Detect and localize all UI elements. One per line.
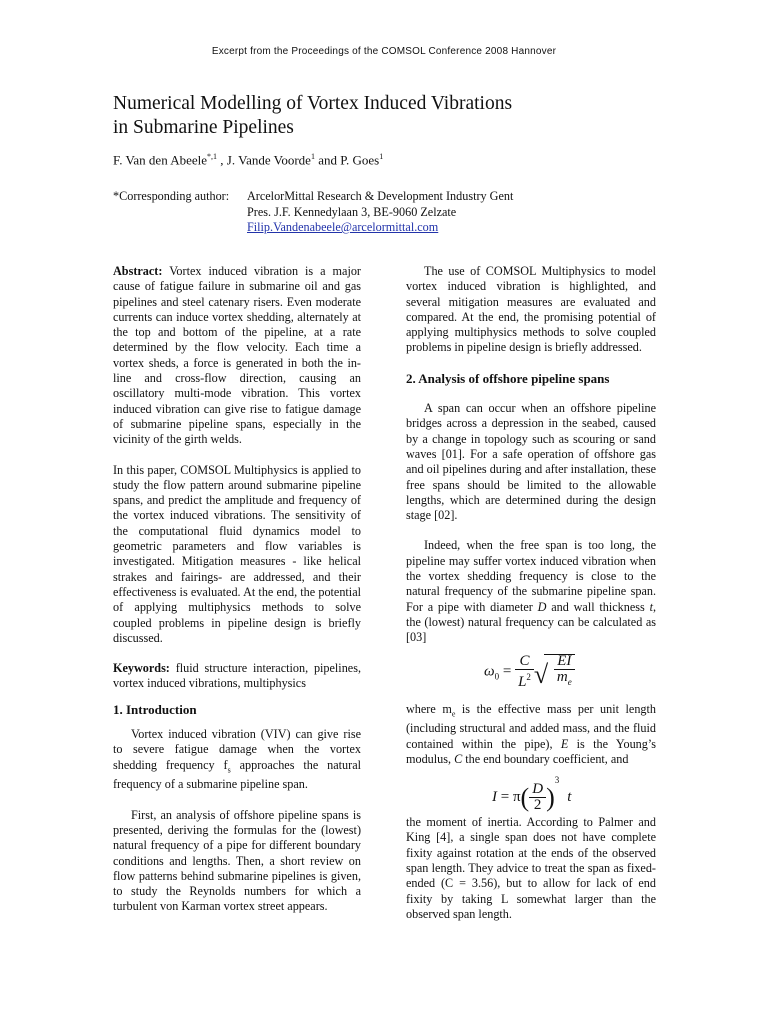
intro-p1-text-b: approaches the natural frequency of a submarine pipeline span.: [113, 757, 361, 792]
right-column: [406, 264, 656, 922]
author-3-affiliation: 1: [379, 152, 384, 161]
author-1-affiliation: *,1: [207, 152, 218, 161]
eq1-den-l: L: [518, 673, 527, 690]
p3-text-c: , the (lowest) natural frequency can be calculated as [03]: [406, 599, 656, 645]
eq1-fraction: [515, 654, 534, 691]
eq1-numerator: C: [515, 654, 534, 670]
intro-paragraph-1: [113, 727, 361, 793]
eq2-fraction: [529, 782, 546, 814]
analysis-paragraph-2: [406, 538, 656, 645]
eq1-denominator: [515, 670, 534, 690]
p3-text-b: and wall thickness: [546, 599, 650, 614]
section-heading-introduction: 1. Introduction: [113, 701, 197, 717]
p4-text-c: is the Young’s modulus,: [406, 736, 656, 766]
analysis-paragraph-3: [406, 702, 656, 768]
p3-symbol-d: D: [537, 599, 547, 614]
analysis-paragraph-4: the moment of inertia. According to Palmer and King [4], a single span does not have complete fixity against rotation at the ends of the observed span length. They advice to treat the span as fixed-ended (C = 3.56), but to allow for lack of end fixity by taking L somewhat larger than the observed span length.: [406, 815, 656, 921]
p3-symbol-t: t: [649, 599, 653, 614]
author-list: [113, 152, 383, 168]
eq2-numerator: D: [529, 782, 546, 798]
abstract-paragraph-2: In this paper, COMSOL Multiphysics is applied to study the flow pattern around submarine pipeline spans, and predict the amplitude and frequency of the vortex induced vibrations. The sensitivity of the computational fluid dynamics model to geometric parameters and flow variables is investigated. Mitigation measures - like helical strakes and fairings- are addressed, and their effectiveness is evaluated. At the end, the potential of applying multiphysics methods to solve coupled problems in pipeline design is briefly discussed.: [113, 462, 361, 645]
eq1-equals: =: [499, 663, 516, 680]
p4-symbol-c: C: [454, 751, 463, 766]
eq1-den-power: 2: [526, 671, 531, 682]
intro-paragraph-2: First, an analysis of offshore pipeline spans is presented, deriving the formulas for the (lowest) natural frequency of a pipe for different boundary conditions and lengths. Then, a short review on flow patterns behind submarine pipelines is given, to study the Reynolds numbers for which a turbulent von Karman vortex street appears.: [113, 807, 361, 914]
title-line-1: Numerical Modelling of Vortex Induced Vibrations: [113, 93, 513, 114]
affiliation-line-1: ArcelorMittal Research & Development Industry Gent: [247, 189, 514, 203]
eq2-equals: =: [497, 789, 513, 806]
paper-title: [113, 92, 673, 140]
title-line-2: in Submarine Pipelines: [113, 117, 294, 138]
author-2: , J. Vande Voorde: [217, 152, 311, 168]
eq2-i: I: [492, 789, 497, 806]
keywords-paragraph: [113, 661, 361, 692]
p4-text-b: is the effective mass per unit length (including structural and added mass, and the fluid contained within the pipe),: [406, 701, 656, 751]
p4-text-a: where m: [406, 701, 452, 716]
analysis-paragraph-1: A span can occur when an offshore pipeline bridges across a depression in the seabed, caused by a change in topology such as scouring or sand waves [01]. For a safe operation of offshore gas and oil pipelines during and after installation, these free spans should be limited to the allowable lengths, which are determined during the design stage [02].: [406, 401, 656, 523]
eq1-root-den-m: m: [556, 668, 568, 685]
keywords-text: fluid structure interaction, pipelines, vortex induced vibrations, multiphysics: [113, 661, 361, 691]
intro-p1-subscript: s: [227, 765, 231, 775]
eq1-root-den-sub: e: [567, 676, 572, 687]
intro-p1-text-a: Vortex induced vibration (VIV) can give rise to severe fatigue damage when the vortex shedding frequency f: [113, 727, 361, 772]
moment-of-inertia-equation: I = π( $\frac{D}{2}$ )$^3$t: [492, 775, 572, 814]
section-heading-analysis: 2. Analysis of offshore pipeline spans: [406, 370, 610, 386]
eq1-root-denominator: [554, 670, 575, 690]
natural-frequency-equation: [406, 646, 656, 702]
keywords-label: Keywords:: [113, 661, 170, 676]
eq1-omega: ω: [484, 663, 495, 680]
eq1-omega-sub: 0: [494, 671, 500, 682]
eq2-denominator: 2: [533, 797, 542, 814]
eq1-square-root: [534, 654, 575, 691]
eq1-root-numerator: EI: [554, 654, 575, 670]
corresponding-author-label: *Corresponding author:: [113, 189, 230, 203]
left-column: [113, 264, 361, 915]
p3-text-a: Indeed, when the free span is too long, the pipeline may suffer vortex induced vibration when the vortex shedding frequency is close to the natural frequency of the submarine pipeline span. For a pipe with diameter: [406, 538, 656, 614]
p4-symbol-e: E: [560, 736, 569, 751]
p4-text-d: the end boundary coefficient, and: [462, 751, 629, 766]
email-link[interactable]: Filip.Vandenabeele@arcelormittal.com: [247, 220, 439, 234]
author-3: and P. Goes: [314, 152, 380, 168]
author-2-affiliation: 1: [310, 152, 315, 161]
author-1: F. Van den Abeele: [113, 152, 208, 168]
abstract-text: Vortex induced vibration is a major cause of fatigue failure in submarine oil and gas pipelines and steel catenary risers. Even moderate currents can induce vortex shedding, alternately at the top and bottom of the pipeline, at a rate determined by the flow velocity. Each time a vortex sheds, a force is generated in both the in-line and cross-flow direction, causing an oscillatory multi-mode vibration. This vortex induced vibration can give rise to fatigue damage of submarine pipeline spans, especially in the vicinity of the girth welds.: [113, 264, 361, 447]
abstract-paragraph: [113, 264, 361, 448]
abstract-label: Abstract:: [113, 264, 163, 278]
right-paragraph-1: The use of COMSOL Multiphysics to model vortex induced vibration is highlighted, and several mitigation measures are evaluated and compared. At the end, the promising potential of applying multiphysics methods to solve coupled problems in pipeline design is briefly addressed.: [406, 264, 656, 355]
eq2-t: t: [567, 789, 572, 806]
corresponding-author-address: [247, 189, 513, 236]
eq2-pi: π: [512, 789, 521, 806]
radical-sign: √: [533, 659, 549, 689]
affiliation-line-2: Pres. J.F. Kennedylaan 3, BE-9060 Zelzate: [247, 204, 457, 219]
eq2-power: 3: [554, 775, 560, 786]
p4-subscript: e: [451, 708, 456, 718]
conference-header: Excerpt from the Proceedings of the COMSOL Conference 2008 Hannover: [211, 46, 557, 57]
